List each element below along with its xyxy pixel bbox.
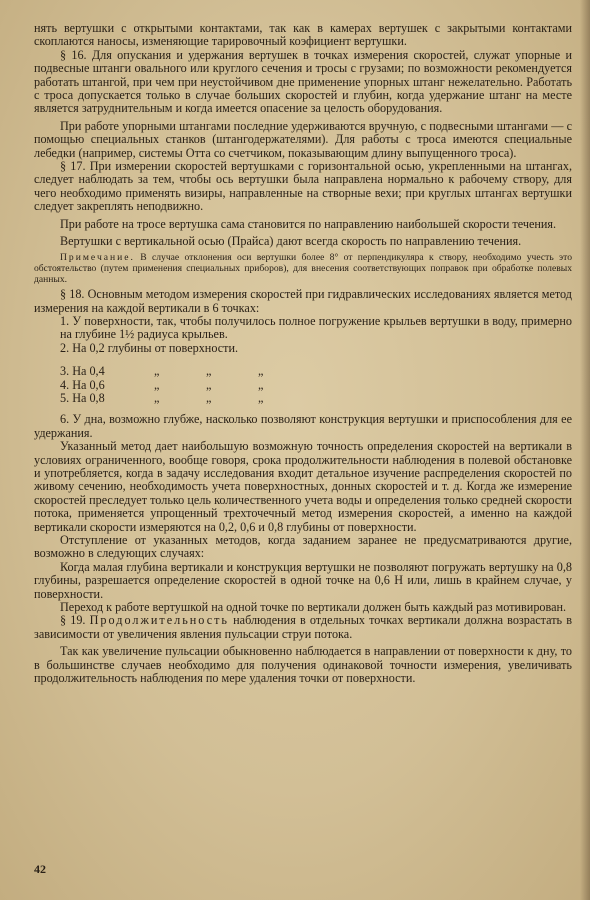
ditto-mark: „ bbox=[154, 390, 160, 405]
list-item-label: 4. На 0,6 bbox=[60, 377, 105, 392]
ditto-mark: „ bbox=[206, 364, 212, 379]
ditto-mark: „ bbox=[258, 364, 264, 379]
paragraph: Указанный метод дает наибольшую возможную точность определения скоростей на вертикали в условиях ограниченного, вообще говоря, срока продолжительности наблюдения в полевой обстановке и употребляется, когда в задачу исследования входит детальное изучение распределения скоростей по живому сечению, необходимость учета поверхностных, донных скоростей и т. д. Когда же измерение скоростей преследует только цель количественного учета воды и определения только средней скорости потока, применяется упрощенный трехточечный метод измерения скоростей, а именно на каждой вертикали скорости измеряются на 0,2, 0,6 и 0,8 глубины от поверхности. bbox=[34, 439, 572, 534]
section-16: § 16. Для опускания и удержания вертушек в точках измерения скоростей, служат упорные и подвесные штанги овального или круглого сечения и тросы с грузами; по возможности рекомендуется работать штангой, при чем при неустойчивом дне применение упорных штанг нежелательно. Работать с троса допускается только в случае больших скоростей и глубин, когда удержание штанг на месте является затруднительным и когда имеется опасение за целость оборудования. bbox=[34, 47, 572, 116]
section-18: § 18. Основным методом измерения скоростей при гидравлических исследованиях является метод измерения на каждой вертикали в 6 точках: bbox=[34, 287, 572, 315]
paragraph: Когда малая глубина вертикали и конструкция вертушки не позволяют погружать вертушку на 0,8 глубины, разрешается определение скоростей в одной точке на 0,6 H или, лишь в крайнем случае, у поверхности. bbox=[34, 559, 572, 601]
section-text: наблюдения в отдельных точках вертикали должна возрастать в зависимости от увеличения явления пульсации струи потока. bbox=[34, 613, 572, 641]
paragraph: Переход к работе вертушкой на одной точке по вертикали должен быть каждый раз мотивирован. bbox=[60, 600, 567, 615]
list-item-label: 5. На 0,8 bbox=[60, 390, 105, 405]
list-item bbox=[34, 365, 572, 378]
list-item: 1. У поверхности, так, чтобы получилось полное погружение крыльев вертушки в воду, примерно на глубине 1½ радиуса крыльев. bbox=[60, 313, 572, 342]
footnote bbox=[34, 252, 572, 286]
paragraph: Отступление от указанных методов, когда заданием заранее не предусматриваются другие, возможно в следующих случаях: bbox=[34, 533, 572, 561]
body-text bbox=[34, 22, 572, 685]
ditto-mark: „ bbox=[154, 364, 160, 379]
note-label: Примечание. bbox=[60, 251, 135, 263]
ditto-mark: „ bbox=[258, 377, 264, 392]
section-label: § 19. bbox=[60, 613, 86, 628]
list-item bbox=[34, 392, 572, 405]
paragraph: нять вертушки с открытыми контактами, так как в камерах вертушек с закрытыми контактами скоплаются наносы, изменяющие тарировочный коэфициент вертушки. bbox=[34, 21, 572, 49]
ditto-mark: „ bbox=[154, 377, 160, 392]
paragraph: Так как увеличение пульсации обыкновенно наблюдается в направлении от поверхности к дну, то в большинстве случаев необходимо для получения одинаковой точности измерения, увеличивать продолжительность наблюдения по мере удаления точки от поверхности. bbox=[34, 644, 572, 686]
section-19 bbox=[34, 614, 572, 641]
list-item-label: 3. На 0,4 bbox=[60, 364, 105, 379]
list-item: 2. На 0,2 глубины от поверхности. bbox=[60, 340, 239, 355]
section-17: § 17. При измерении скоростей вертушками с горизонтальной осью, укрепленными на штангах, следует наблюдать за тем, чтобы ось вертушки была направлена нормально к рабочему створу, для чего необходимо применять визиры, направленные на створные вехи; при круглых штангах вертушки следует закреплять неподвижно. bbox=[34, 159, 572, 214]
list-item: 6. У дна, возможно глубже, насколько позволяют конструкция вертушки и приспособления для ее удержания. bbox=[34, 412, 572, 440]
paragraph: При работе на тросе вертушка сама становится по направлению наибольшей скорости течения. bbox=[60, 216, 557, 231]
page-number: 42 bbox=[34, 862, 46, 876]
note-text: В случае отклонения оси вертушки более 8° от перпендикуляра к створу, необходимо учесть это обстоятельство (путем применения специальных приборов), для внесения соответствующих поправок при обработке полевых данных. bbox=[34, 251, 572, 285]
paragraph: Вертушки с вертикальной осью (Прайса) дают всегда скорость по направлению течения. bbox=[60, 234, 522, 249]
ditto-mark: „ bbox=[206, 377, 212, 392]
list-item bbox=[34, 379, 572, 392]
paragraph: При работе упорными штангами последние удерживаются вручную, с подвесными штангами — с помощью специальных станков (штангодержателями). Для работы с троса имеются специальные лебедки (например, системы Отта со счетчиком, показывающим длину выпущенного троса). bbox=[34, 118, 572, 160]
section-heading: Продолжительность bbox=[89, 613, 229, 628]
ditto-mark: „ bbox=[258, 390, 264, 405]
ditto-mark: „ bbox=[206, 390, 212, 405]
